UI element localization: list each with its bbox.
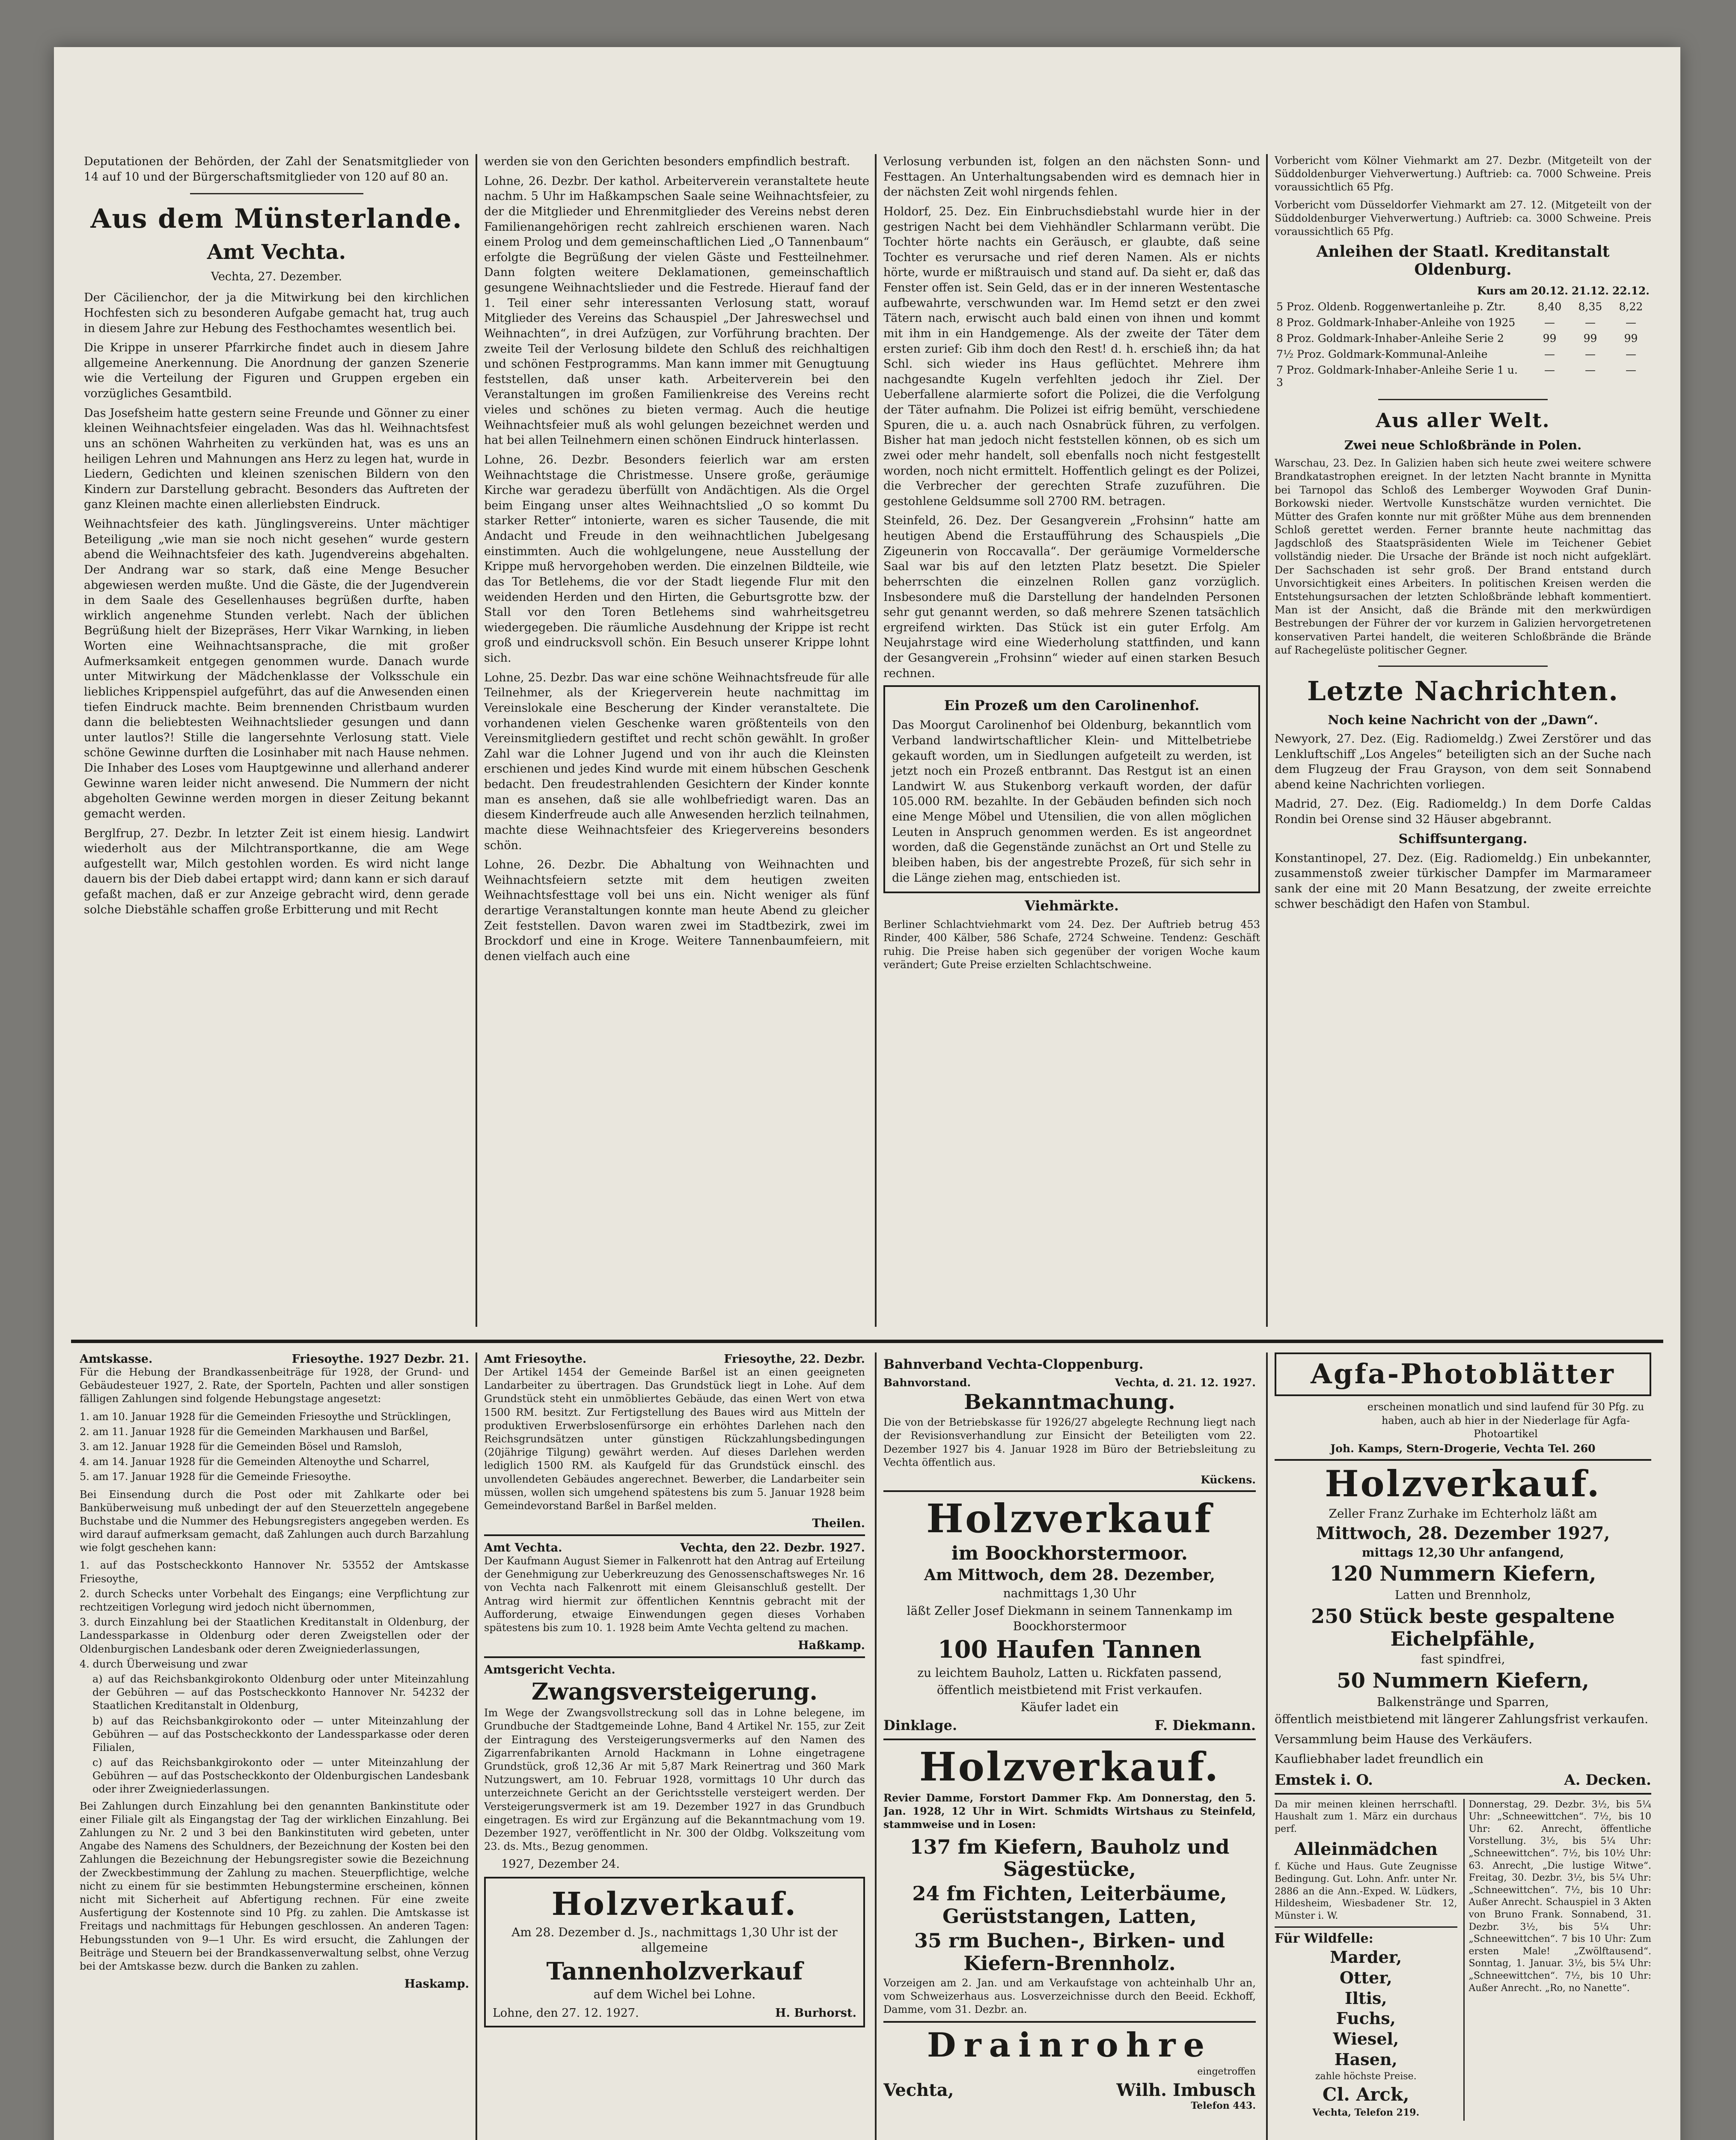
article-juenglingsverein: Weihnachtsfeier des kath. Jünglingsvereins. Unter mächtiger Beteiligung „wie man sie noch nicht gesehen“ wurde gestern abend die Weihnachtsfeier des kath. Jugendvereins abgehalten. Der Andrang war so stark, daß eine Menge Besucher abgewiesen werden mußte. Und die Gäste, die der Jugendverein in dem Saale des Gesellenhauses begrüßen durfte, haben wirklich angenehme Stunden verlebt. Nach der üblichen Begrüßung hielt der Bizepräses, Herr Vikar Warnking, in lieben Worten eine Weihnachtsansprache, die mit großer Aufmerksamkeit entgegen genommen wurde. Danach wurde unter Mitwirkung der Mädchenklasse der Volksschule ein liebliches Krippenspiel aufgeführt, das auf die Anwesenden einen tiefen Eindruck machte. Beim brennenden Christbaum wurden dann die beliebtesten Weihnachtslieder gesungen und dann unter lautlos?! Stille die langersehnte Verlosung statt. Viele schöne Gewinne durften die Losinhaber mit nach Hause nehmen. Die Inhaber des Loses vom Hauptgewinne und allerhand anderer Gewinne waren leider nicht anwesend. Die Nummern der nicht abgeholten Gewinne werden morgen in dieser Zeitung bekannt gemacht werden. [84, 517, 469, 820]
list-item: 24 fm Fichten, Leiterbäume, Gerüststangen, Latten, [912, 1882, 1227, 1928]
ad-header-left: Bahnvorstand. [883, 1376, 971, 1389]
schiffsuntergang-title: Schiffsuntergang. [1398, 831, 1528, 847]
ad-diekmann-place: Dinklage. [883, 1717, 957, 1733]
column-divider [1266, 1352, 1268, 2140]
ad-diekmann-text-4: Käufer ladet ein [1020, 1700, 1119, 1715]
article-continuation: werden sie von den Gerichten besonders empfindlich bestraft. [484, 155, 850, 168]
divider [484, 1534, 865, 1536]
ad-left-stack [1275, 1799, 1457, 2121]
ad-drainrohre-place: Vechta, [883, 2080, 954, 2100]
ad-column-4 [1275, 1352, 1651, 2140]
ad-burhorst-title: Holzverkauf. [551, 1886, 798, 1923]
ad-drainrohre-tel: Telefon 443. [1191, 2100, 1256, 2111]
list-item: Fuchs, [1336, 2009, 1396, 2028]
divider [1275, 1926, 1457, 1928]
ad-agfa-text: erscheinen monatlich und sind laufend für 30 Pfg. zu haben, auch ab hier in der Niederlage für Agfa-Photoartikel [1367, 1401, 1644, 1440]
ad-burhorst-footer [493, 2006, 856, 2020]
ad-zurhake-footer [1275, 1771, 1651, 1789]
kurs-date: 21.12. [1572, 285, 1609, 297]
ad-zurhake-text-4: Kaufliebhaber ladet freundlich ein [1275, 1752, 1483, 1766]
ad-zurhake-text-3: Versammlung beim Hause des Verkäufers. [1275, 1732, 1533, 1746]
viehmarkt-koeln: Vorbericht vom Kölner Viehmarkt am 27. Dezbr. (Mitgeteilt von der Süddoldenburger Viehverwertung.) Auftrieb: ca. 7000 Schweine. Preis voraussichtlich 65 Pfg. [1275, 155, 1651, 193]
column-divider [875, 154, 877, 1327]
column-divider [875, 1352, 877, 2140]
ad-bekanntmachung-title: Bekanntmachung. [964, 1390, 1175, 1414]
carolinenhof-box [883, 685, 1260, 893]
ad-diekmann-line: Am Mittwoch, dem 28. Dezember, [924, 1566, 1215, 1584]
table-cell: — [1626, 348, 1636, 361]
list-item: 3. durch Einzahlung bei der Staatlichen Kreditanstalt in Oldenburg, der Landessparkasse in Oldenburg oder deren Zweigstellen oder der Oldenburgischen Landesbank oder deren Zweigniederlassungen, [80, 1616, 469, 1655]
table-cell: 5 Proz. Oldenb. Roggenwertanleihe p. Ztr. [1276, 300, 1506, 313]
viehmarkt-duesseldorf: Vorbericht vom Düsseldorfer Viehmarkt am 27. 12. (Mitgeteilt von der Süddoldenburger Viehverwertung.) Auftrieb: ca. 3000 Schweine. Preis voraussichtlich 65 Pfg. [1275, 199, 1651, 238]
column-divider [1266, 154, 1268, 1327]
article-krippe: Die Krippe in unserer Pfarrkirche findet auch in diesem Jahre allgemeine Anerkennung. Die Anordnung der ganzen Szenerie wie die Verteilung der Figuren und Gruppen ergeben ein vorzügliches Gesamtbild. [84, 341, 469, 400]
anleihen-table [1275, 283, 1651, 390]
ad-amtsgericht-head: Amtsgericht Vechta. [484, 1663, 615, 1677]
ad-burhorst-box [484, 1877, 865, 2027]
list-item: 5. am 17. Januar 1928 für die Gemeinde Friesoythe. [80, 1471, 351, 1483]
ad-alleinmaedchen-title: Alleinmädchen [1294, 1839, 1438, 1860]
viehmaerkte-text: Berliner Schlachtviehmarkt vom 24. Dez. Der Auftrieb betrug 453 Rinder, 400 Kälber, 586 Schafe, 2724 Schweine. Tendenz: Geschäft ruhig. Die Preise haben sich gegenüber der vorigen Woche kaum verändert; Gute Preise erzielten Schlachtschweine. [883, 918, 1260, 971]
list-item: 1. am 10. Januar 1928 für die Gemeinden Friesoythe und Strücklingen, [80, 1410, 452, 1423]
article-lohne-kriegerverein: Lohne, 25. Dezbr. Das war eine schöne Weihnachtsfreude für alle Teilnehmer, als der Kriegerverein heute nachmittag im Vereinslokale eine Bescherung der Kinder veranstaltete. Die vorhandenen vielen Geschenke waren größtenteils von den Vereinsmitgliedern gestiftet und recht schön gewählt. In großer Zahl war die Lohner Jugend und von ihr auch die Kleinsten erschienen und jedes Kind wurde mit einem hübschen Geschenk bedacht. Den freudestrahlenden Gesichtern der Kinder konnte man es ansehen, daß sie alle wohlbefriedigt waren. Das an diesem Kinderfreude auch alle Anwesenden herzlich teilnahmen, machte diese Weihnachtsfeier des Kriegervereins besonders schön. [484, 671, 869, 852]
ad-agfa-title: Agfa-Photoblätter [1311, 1358, 1615, 1390]
list-item: Otter, [1339, 1968, 1392, 1988]
list-item: 3. am 12. Januar 1928 für die Gemeinden Bösel und Ramsloh, [80, 1440, 402, 1453]
ad-zurhake-sign: A. Decken. [1564, 1771, 1651, 1789]
kurs-date: 22.12. [1612, 285, 1650, 297]
table-cell: — [1544, 316, 1555, 329]
ad-amtskasse-sign: Haskamp. [404, 1977, 469, 1991]
ad-drainrohre-footer [883, 2080, 1256, 2100]
viehmaerkte-title: Viehmärkte. [1025, 898, 1119, 914]
ad-burhorst-text-2: auf dem Wichel bei Lohne. [593, 1987, 756, 2001]
letzte-nachrichten-title: Letzte Nachrichten. [1307, 675, 1619, 707]
list-item: 2. durch Schecks unter Vorbehalt des Eingangs; eine Verpflichtung zur rechtzeitigen Vorlegung wird jedoch nicht übernommen, [80, 1587, 469, 1613]
ad-diekmann-text-2: zu leichtem Bauholz, Latten u. Rickfaten passend, [917, 1665, 1222, 1680]
column-divider [476, 1352, 477, 2140]
article-lohne-christmesse: Lohne, 26. Dezbr. Besonders feierlich war am ersten Weihnachtstage die Christmesse. Unsere große, geräumige Kirche war geradezu überfüllt von Andächtigen. Als die Orgel beim Eingang unser altes Weihnachtslied „O so kommt Du starker Retter“ intonierte, waren es sicher Tausende, die mit Andacht und Freude in den weihnachtlichen Jubelgesang einstimmten. Auch die wohlgelungene, neue Ausstellung der Krippe muß hervorgehoben werden. Die einzelnen Bildteile, wie das Tor Betlehems, die vor der Stadt liegende Flur mit den weidenden Herden und den Hirten, die Geburtsgrotte bzw. der Stall vor den Toren Betlehems sind wahrheitsgetreu wiedergegeben. Die räumliche Ausdehnung der Krippe ist recht groß und eindrucksvoll schön. Ein Besuch unserer Krippe lohnt sich. [484, 453, 869, 665]
column-2 [484, 154, 869, 1335]
ad-header-right: Friesoythe, 22. Dezbr. [724, 1352, 865, 1366]
article-holdorf: Holdorf, 25. Dez. Ein Einbruchsdiebstahl wurde hier in der gestrigen Nacht bei dem Viehhändler Schlarmann verübt. Die Tochter hörte nachts ein Geräusch, er glaubte, daß seine Tochter es verursache und rief deren Namen. Als er nichts hörte, wurde er mißtrauisch und stand auf. Da sieht er, daß das Fenster offen ist. Sein Geld, das er in der inneren Westentasche aufbewahrte, verschwunden war. Im Hemd setzt er den zwei Tätern nach, erwischt auch bald einen von ihnen und kommt mit ihm in ein Handgemenge. Als der zweite der Täter dem ersten zurief: Gib ihm doch den Rest! d. h. erschieß ihn; da hat Schl. sich wieder ins Haus geflüchtet. Mehrere ihm nachgesandte Kugeln verfehlten jedoch ihr Ziel. Der Ueberfallene alarmierte sofort die Polizei, die die Verfolgung der Täter aufnahm. Die Polizei ist eifrig bemüht, verschiedene Spuren, die u. a. auch nach Osnabrück führen, zu verfolgen. Bisher hat man jedoch nicht feststellen können, ob es sich um zwei oder mehr handelt, soll ebenfalls noch nicht festgestellt worden, noch nicht ermittelt. Hoffentlich gelingt es der Polizei, die Verbrecher der gerechten Strafe zuzuführen. Die gestohlene Geldsumme soll 2700 RM. betragen. [883, 205, 1260, 508]
ad-siemer-sign: Haßkamp. [798, 1639, 865, 1653]
ad-zurhake-line: Mittwoch, 28. Dezember 1927, [1316, 1523, 1610, 1543]
ad-column-1 [80, 1352, 469, 2140]
article-lohne-weihnachtsfeiern: Lohne, 26. Dezbr. Die Abhaltung von Weihnachten und Weihnachtsfeiern setzte mit dem heutigen zweiten Weihnachtsfesttage voll bei uns ein. Nicht weniger als fünf derartige Veranstaltungen konnte man heute Abend zu gleicher Zeit feststellen. Davon waren zwei im Stadtbezirk, zwei im Brockdorf und eine in Kroge. Weitere Tannenbaumfeiern, mit denen vielfach auch eine [484, 858, 869, 963]
ad-alleinmaedchen-text: Da mir meinen kleinen herrschaftl. Haushalt zum 1. März ein durchaus perf. [1275, 1799, 1457, 1834]
ad-bahnverband-sub [883, 1376, 1256, 1389]
aus-aller-welt-title: Aus aller Welt. [1376, 409, 1550, 432]
ad-column-2 [484, 1352, 865, 2140]
article-steinfeld: Steinfeld, 26. Dez. Der Gesangverein „Frohsinn“ hatte am heutigen Abend die Erstaufführung des Schauspiels „Die Zigeunerin von Roccavalla“. Der geräumige Vormeldersche Saal war bis auf den letzten Platz besetzt. Die Spieler beherrschten die einzelnen Rollen ganz vorzüglich. Insbesondere muß die Darstellung der handelnden Personen sehr gut genannt werden, so daß mehrere Szenen tatsächlich ergreifend wirkten. Das Stück ist ein guter Erfolg. Am Neujahrstage wird eine Wiederholung stattfinden, und kann der Gesangverein „Frohsinn“ wieder auf einen starken Besuch rechnen. [883, 514, 1260, 680]
table-cell: 8,40 [1537, 300, 1562, 313]
list-item: Iltis, [1344, 1988, 1387, 2008]
ad-wildfelle-title: Für Wildfelle: [1275, 1931, 1373, 1947]
table-cell: 8,35 [1578, 300, 1602, 313]
ad-barssel-text: Der Artikel 1454 der Gemeinde Barßel ist an einen geeigneten Landarbeiter zu übertragen. Das Grundstück liegt in Lohe. Auf dem Grundstück steht ein unmöbliertes Gebäude, das einen Wert von etwa 1500 RM. besitzt. Zur Fertigstellung des Baues wird aus Mitteln der produktiven Erwerbslosenfürsorge ein erhöhtes Darlehen nach den Reichsgrundsätzen unter günstigen Rückzahlungsbedingungen (20jährige Tilgung) gewährt werden. Auf dieses Darlehen werden lediglich 1500 RM. als Kaufgeld für das Grundstück einschl. des unvollendeten Gebäudes angerechnet. Bewerber, die Landarbeiter sein müssen, wollen sich umgehend spätestens bis zum 5. Januar 1928 beim Gemeindevorstand Barßel in Barßel melden. [484, 1366, 865, 1512]
carolinenhof-title: Ein Prozeß um den Carolinenhof. [944, 697, 1200, 714]
dateline: Vechta, 27. Dezember. [211, 270, 342, 284]
ad-bottom-row [1275, 1799, 1651, 2121]
schiffsuntergang-text: Konstantinopel, 27. Dez. (Eig. Radiomeldg.) Ein unbekannter, zusammenstoß zweier türkischer Dampfer im Marmarameer sank der eine mit 20 Mann Besatzung, der zweite erreichte schwer beschädigt den Hafen von Stambul. [1275, 851, 1651, 911]
table-cell: — [1544, 348, 1555, 361]
table-cell: — [1544, 364, 1555, 377]
ad-zurhake-text: Zeller Franz Zurhake im Echterholz läßt am [1329, 1507, 1597, 1521]
newspaper-page [54, 47, 1680, 2140]
ad-agfa-box [1275, 1352, 1651, 1396]
list-item: 250 Stück beste gespaltene Eichelpfähle, [1311, 1604, 1615, 1650]
ad-zurhake-title: Holzverkauf. [1325, 1462, 1601, 1505]
amt-title: Amt Vechta. [207, 240, 346, 265]
list-item: 4. durch Überweisung und zwar [80, 1658, 248, 1670]
list-item: Marder, [1330, 1947, 1402, 1967]
ad-zurhake-sub: Balkenstränge und Sparren, [1377, 1695, 1549, 1709]
table-row [1275, 330, 1651, 346]
ad-theater-stack [1463, 1799, 1652, 2121]
ad-zurhake-place: Emstek i. O. [1275, 1771, 1373, 1789]
column-4 [1275, 154, 1651, 1335]
ad-drainrohre-title: Drainrohre [927, 2025, 1213, 2065]
ad-drainrohre-sub: eingetroffen [1197, 2066, 1256, 2078]
ad-damme-title: Holzverkauf. [919, 1743, 1220, 1790]
ad-zurhake-text-2: öffentlich meistbietend mit längerer Zahlungsfrist verkaufen. [1275, 1712, 1649, 1727]
article-continuation: Verlosung verbunden ist, folgen an den nächsten Sonn- und Festtagen. An Unterhaltungsabenden wird es demnach hier in der nächsten Zeit wohl nirgends fehlen. [883, 155, 1260, 199]
ad-zwangsversteigerung-title: Zwangsversteigerung. [531, 1678, 818, 1706]
list-item: 35 rm Buchen-, Birken- und Kiefern-Brennholz. [914, 1929, 1225, 1975]
ad-header-left: Amtskasse. [80, 1352, 153, 1366]
table-cell: 99 [1583, 332, 1597, 345]
list-item: a) auf das Reichsbankgirokonto Oldenburg oder unter Miteinzahlung der Gebühren — auf das Postscheckkonto Hannover Nr. 54232 der Staatlichen Kreditanstalt in Oldenburg, [92, 1673, 469, 1712]
table-cell: 7 Proz. Goldmark-Inhaber-Anleihe Serie 1 u. 3 [1276, 364, 1518, 389]
table-cell: 7½ Proz. Goldmark-Kommunal-Anleihe [1276, 348, 1488, 361]
list-item: c) auf das Reichsbankgirokonto oder — unter Miteinzahlung der Gebühren — auf das Postscheckkonto der Oldenburgischen Landesbank oder ihrer Zweigniederlassungen. [92, 1757, 469, 1795]
ad-header-left: Amt Vechta. [484, 1541, 562, 1555]
dawn-text: Newyork, 27. Dez. (Eig. Radiomeldg.) Zwei Zerstörer und das Lenkluftschiff „Los Angeles“ beteiligten sich an der Suche nach dem Flugzeug der Frau Grayson, von dem seit Sonnabend abend keine Nachrichten vorliegen. [1275, 732, 1651, 791]
ad-diekmann-title: Holzverkauf [926, 1495, 1213, 1542]
ad-header-right: Friesoythe. 1927 Dezbr. 21. [291, 1352, 469, 1366]
ad-amtskasse-text-3: Bei Zahlungen durch Einzahlung bei den genannten Bankinstitute oder einer Filiale gilt als Eingangstag der Tag der wirklichen Einzahlung. Bei Zahlungen zu Nr. 2 und 3 bei den Bankinstituten wird gebeten, unter Angabe des Namens des Schuldners, der Bezeichnung der Kosten bei den Zahlungen die Bezeichnung der Hebungsregister sowie die Bezeichnung der Zweckbestimmung der Zahlung zu machen. Steuerpflichtige, welche nicht zu einem für sie bestimmten Hebungstermine erscheinen, können nicht mit Sicherheit auf Abfertigung rechnen. Für eine zweite Ausfertigung der Kostennote sind 10 Pfg. zu zahlen. Die Amtskasse ist Freitags und nachmittags für Hebungen geschlossen. An anderen Tagen: Hebungsstunden von 9—1 Uhr. Es wird ersucht, die Zahlungen der Beiträge und Steuern bei der Brandkassenverwaltung selbst, ohne Verzug bei der Amtskasse bezw. durch die Banken zu zahlen. [80, 1800, 469, 1972]
ad-siemer-header [484, 1541, 865, 1554]
anleihen-title: Anleihen der Staatl. Kreditanstalt Oldenburg. [1316, 243, 1610, 279]
ad-diekmann-text-3: öffentlich meistbietend mit Frist verkaufen. [936, 1683, 1203, 1697]
table-cell: 8,22 [1619, 300, 1643, 313]
list-item: b) auf das Reichsbankgirokonto oder — unter Miteinzahlung der Gebühren — auf das Postscheckkonto der Landessparkasse oder deren Filialen, [92, 1715, 469, 1754]
ad-diekmann-sub: im Boockhorstermoor. [951, 1543, 1188, 1565]
divider [1378, 666, 1548, 667]
kurs-label: Kurs am [1477, 285, 1528, 297]
ad-diekmann-text: läßt Zeller Josef Diekmann in seinem Tannenkamp im Boockhorstermoor [907, 1603, 1233, 1633]
list-item: 4. am 14. Januar 1928 für die Gemeinden Altenoythe und Scharrel, [80, 1456, 430, 1468]
table-row [1275, 346, 1651, 362]
ad-header-right: Vechta, den 22. Dezbr. 1927. [680, 1541, 865, 1555]
divider [484, 1656, 865, 1658]
list-item: 1. auf das Postscheckkonto Hannover Nr. 53552 der Amtskasse Friesoythe, [80, 1559, 469, 1585]
table-cell: 8 Proz. Goldmark-Inhaber-Anleihe von 1925 [1276, 316, 1516, 329]
divider [883, 2021, 1256, 2023]
ad-drainrohre-firm: Wilh. Imbusch [1116, 2080, 1256, 2100]
ad-alleinmaedchen-text-2: f. Küche und Haus. Gute Zeugnisse Bedingung. Gut. Lohn. Anfr. unter Nr. 2886 an die Ann.-Exped. W. Lüdkers, Hildesheim, Wiesbadener Str. 12, Münster i. W. [1275, 1861, 1457, 1921]
column-1 [84, 154, 469, 1335]
column-3 [883, 154, 1260, 1335]
article-lohne-arbeiterverein: Lohne, 26. Dezbr. Der kathol. Arbeiterverein veranstaltete heute nachm. 5 Uhr im Haßkampschen Saale seine Weihnachtsfeier, zu der die Mitglieder und Ehrenmitglieder des Vereins nebst deren Familienangehörigen recht zahlreich erschienen waren. Nach einem Prolog und dem gemeinschaftlichen Lied „O Tannenbaum“ erfolgte die Begrüßung der vielen Gäste und Festteilnehmer. Dann folgten weitere Deklamationen, gemeinschaftlich gesungene Weihnachtslieder und die Festrede. Hierauf fand der 1. Teil einer sehr interessanten Verlosung statt, worauf Mitglieder des Vereins das Schauspiel „Der Jahreswechsel und Weihnachten“, in drei Aufzügen, zur Vorführung brachten. Der zweite Teil der Verlosung bildete den Schluß des reichhaltigen und schönen Festprogramms. Man kann immer mit Genugtuung feststellen, daß unser kath. Arbeiterverein bei den Veranstaltungen im großen Familienkreise des Vereins recht vieles und schönes zu bieten vermag. Auch die heutige Weihnachtsfeier muß als wohl gelungen bezeichnet werden und hat bei allen Teilnehmern einen schönen Eindruck hinterlassen. [484, 174, 869, 447]
article-josefsheim: Das Josefsheim hatte gestern seine Freunde und Gönner zu einer kleinen Weihnachtsfeier eingeladen. Was das hl. Weihnachtsfest uns an schönen Wahrheiten zu verkünden hat, was es uns an heiligen Lehren und Mahnungen ans Herz zu legen hat, wurde in Liedern, Gedichten und kleinen szenischen Bildern von den Kindern zur Darstellung gebracht. Besonders das Auftreten der ganz Kleinen machte einen allerliebsten Eindruck. [84, 406, 469, 511]
ad-diekmann-time: nachmittags 1,30 Uhr [1003, 1586, 1136, 1601]
section-title: Aus dem Münsterlande. [90, 203, 463, 235]
column-divider [476, 154, 477, 1327]
divider [190, 193, 363, 194]
ad-amtskasse-text: Für die Hebung der Brandkassenbeiträge für 1928, der Grund- und Gebäudesteuer 1927, 2. Rate, der Sporteln, Pachten und aller sonstigen fälligen Zahlungen sind folgende Hebungstage angesetzt: [80, 1366, 469, 1405]
article-bergfrup: Berglfrup, 27. Dezbr. In letzter Zeit ist einem hiesig. Landwirt wiederholt aus der Milchtransportkanne, die am Wege aufgestellt war, Milch gestohlen worden. Es wird nicht lange dauern bis der Dieb dabei ertappt wird; dann kann er sich darauf gefaßt machen, daß er zur Anzeige gebracht wird, denn gerade solche Diebstähle schaffen große Erbitterung und mit Recht [84, 826, 469, 916]
ad-diekmann-big: 100 Haufen Tannen [937, 1635, 1202, 1664]
article-caecilienchor: Der Cäcilienchor, der ja die Mitwirkung bei den kirchlichen Hochfesten sich zu besonderen Aufgabe gemacht hat, trug auch in diesem Jahre zur Hebung des Festhochamtes wesentlich bei. [84, 291, 469, 335]
ad-zurhake-sub: fast spindfrei, [1421, 1652, 1505, 1667]
ad-theater-text: Donnerstag, 29. Dezbr. 3½, bis 5¼ Uhr: „Schneewittchen“. 7½, bis 10 Uhr: 62. Anrecht, öffentliche Vorstellung. 3½, bis 5¼ Uhr: „Schneewittchen“. 7½, bis 10½ Uhr: 63. Anrecht, „Die lustige Witwe“. Freitag, 30. Dezbr. 3½, bis 5¼ Uhr: „Schneewittchen“. 7½, bis 10 Uhr: Außer Anrecht. Schauspiel in 3 Akten von Bruno Frank. Sonnabend, 31. Dezbr. 3½, bis 5¼ Uhr: „Schneewittchen“. 7 bis 10 Uhr: Zum ersten Male! „Zwölftausend“. Sonntag, 1. Januar. 3½, bis 5¼ Uhr: „Schneewittchen“. 7½, bis 10 Uhr: Außer Anrecht. „Ro, no Nanette“. [1468, 1799, 1651, 1994]
table-header-row [1275, 283, 1651, 299]
ad-zurhake-time: mittags 12,30 Uhr anfangend, [1361, 1545, 1564, 1560]
table-cell: — [1585, 316, 1596, 329]
ad-diekmann-footer [883, 1717, 1256, 1733]
table-row [1275, 315, 1651, 330]
table-row [1275, 362, 1651, 390]
ad-burhorst-sign: H. Burhorst. [775, 2006, 856, 2020]
ad-header-right: Vechta, d. 21. 12. 1927. [1115, 1376, 1256, 1389]
divider [883, 1739, 1256, 1740]
table-cell: — [1626, 316, 1636, 329]
ad-bekanntmachung-sign: Kückens. [1201, 1473, 1256, 1486]
table-cell: 99 [1543, 332, 1557, 345]
list-item: 137 fm Kiefern, Bauholz und Sägestücke, [910, 1835, 1230, 1881]
ad-barssel-sign: Theilen. [812, 1517, 865, 1531]
carolinenhof-text: Das Moorgut Carolinenhof bei Oldenburg, bekanntlich vom Verband landwirtschaftlicher Klein- und Mittelbetriebe gekauft worden, um in Siedlungen aufgeteilt zu werden, ist jetzt noch ein Prozeß entbrannt. Das Restgut ist an einen Landwirt W. aus Stukenborg verkauft worden, der dafür 105.000 RM. bezahlte. In der Gebäuden befinden sich noch eine Menge Möbel und Utensilien, die von allen möglichen Leuten in Anspruch genommen werden. Es ist angeordnet worden, daß die Gegenstände zunächst an Ort und Stelle zu bleiben haben, bis der angestrebte Prozeß, für sich sehr in die Länge ziehen mag, entschieden ist. [892, 719, 1251, 885]
list-item: Hasen, [1334, 2049, 1397, 2069]
schlossbraende-title: Zwei neue Schloßbrände in Polen. [1344, 438, 1582, 453]
ad-amtskasse-header [80, 1352, 469, 1366]
ad-burhorst-date: Lohne, den 27. 12. 1927. [493, 2006, 639, 2020]
ad-bekanntmachung-text: Die von der Betriebskasse für 1926/27 abgelegte Rechnung liegt nach der Revisionsverhandlung zur Einsicht der Beteiligten vom 22. Dezember 1927 bis 4. Januar 1928 im Büro der Betriebsleitung zu Vechta öffentlich aus. [883, 1416, 1256, 1468]
ad-damme-text-2: Vorzeigen am 2. Jan. und am Verkaufstage von achteinhalb Uhr an, vom Schweizerhaus aus. Losverzeichnisse durch den Beeid. Eckhoff, Damme, vom 31. Dezbr. an. [883, 1977, 1256, 2016]
ad-damme-text: Revier Damme, Forstort Dammer Fkp. Am Donnerstag, den 5. Jan. 1928, 12 Uhr in Wirt. Schmidts Wirtshaus zu Steinfeld, stammweise und in Losen: [883, 1792, 1256, 1831]
ad-bahnverband-head: Bahnverband Vechta-Cloppenburg. [883, 1357, 1144, 1372]
ad-zurhake-sub: Latten und Brennholz, [1394, 1588, 1531, 1602]
table-row [1275, 299, 1651, 315]
ad-burhorst-big: Tannenholzverkauf [546, 1957, 803, 1985]
ad-siemer-text: Der Kaufmann August Siemer in Falkenrott hat den Antrag auf Erteilung der Genehmigung zur Ueberkreuzung des Genossenschaftsweges Nr. 16 von Vechta nach Falkenrott mit einem Gleisanschluß gestellt. Der Antrag wird hiermit zur öffentlichen Kenntnis gebracht mit der Aufforderung, etwaige Einwendungen gegen dieses Vorhaben spätestens bis zum 10. 1. 1928 beim Amte Vechta geltend zu machen. [484, 1555, 865, 1634]
ad-burhorst-text: Am 28. Dezember d. Js., nachmittags 1,30 Uhr ist der allgemeine [511, 1925, 838, 1955]
ad-barssel-header [484, 1352, 865, 1366]
list-item: 120 Nummern Kiefern, [1329, 1562, 1596, 1586]
divider [1378, 399, 1548, 400]
ad-wildfelle-text: zahle höchste Preise. [1315, 2071, 1417, 2082]
list-item: Wiesel, [1333, 2029, 1399, 2049]
ad-column-3 [883, 1352, 1256, 2140]
table-cell: — [1626, 364, 1636, 377]
ad-wildfelle-tel: Vechta, Telefon 219. [1312, 2107, 1420, 2119]
divider [1275, 1793, 1651, 1795]
table-cell: — [1585, 348, 1596, 361]
ad-agfa-firm: Joh. Kamps, Stern-Drogerie, Vechta Tel. 260 [1330, 1442, 1596, 1455]
table-cell: 8 Proz. Goldmark-Inhaber-Anleihe Serie 2 [1276, 332, 1504, 345]
madrid-text: Madrid, 27. Dez. (Eig. Radiomeldg.) In dem Dorfe Caldas Rondin bei Orense sind 32 Häuser abgebrannt. [1275, 797, 1651, 826]
ad-header-left: Amt Friesoythe. [484, 1352, 587, 1366]
intro-text: Deputationen der Behörden, der Zahl der Senatsmitglieder von 14 auf 10 und der Bürgerschaftsmitglieder von 120 auf 80 an. [84, 155, 469, 184]
ad-amtskasse-text-2: Bei Einsendung durch die Post oder mit Zahlkarte oder bei Banküberweisung muß unbedingt der auf den Steuerzetteln angegebene Buchstabe und die Nummer des Hebungsregisters angegeben werden. Es wird darauf aufmerksam gemacht, daß Zahlungen auch durch Barzahlung wie folgt geschehen kann: [80, 1488, 469, 1554]
list-item: 50 Nummern Kiefern, [1337, 1668, 1589, 1693]
list-item: 2. am 11. Januar 1928 für die Gemeinden Markhausen und Barßel, [80, 1425, 429, 1438]
table-cell: — [1585, 364, 1596, 377]
schlossbraende-text: Warschau, 23. Dez. In Galizien haben sich heute zwei weitere schwere Brandkatastrophen ereignet. In der letzten Nacht brannte in Mynitta bei Tarnopol das Schloß des Lemberger Woywoden Graf Dunin-Borkowski nieder. Wertvolle Kunstschätze wurden vernichtet. Die Mütter des Grafen konnte nur mit größter Mühe aus dem brennenden Schloß gerettet werden. Ferner brannte heute nachmittag das Jagdschloß des Staatspräsidenten Wiele im Teichener Gebiet vollständig nieder. Die Ursache der Brände ist noch nicht aufgeklärt. Der Sachschaden ist sehr groß. Der Brand entstand durch Unvorsichtigkeit eines Arbeiters. In politischen Kreisen werden die Entstehungsursachen der letzten Schloßbrände lebhaft kommentiert. Man ist der Ansicht, daß die Brände mit den merkwürdigen Bestrebungen der Führer der vor kurzem in Galizien hervorgetretenen konservativen Partei handelt, die weiteren Schloßbrände die Brände auf Rachegelüste politischer Gegner. [1275, 457, 1651, 656]
ad-wildfelle-name: Cl. Arck, [1322, 2084, 1409, 2105]
dawn-title: Noch keine Nachricht von der „Dawn“. [1328, 712, 1598, 727]
table-cell: 99 [1624, 332, 1638, 345]
divider [1275, 1459, 1651, 1461]
ad-zwangsversteigerung-date: 1927, Dezember 24. [501, 1858, 620, 1871]
ad-diekmann-sign: F. Diekmann. [1154, 1717, 1256, 1733]
kurs-date: 20.12. [1531, 285, 1568, 297]
ad-zwangsversteigerung-text: Im Wege der Zwangsvollstreckung soll das in Lohne belegene, im Grundbuche der Stadtgemeinde Lohne, Band 4 Artikel Nr. 155, zur Zeit der Eintragung des Versteigerungsvermerks auf den Namen des Zigarrenfabrikanten Arnold Hackmann in Lohne eingetragene Grundstück, groß 12,36 Ar mit 5,87 Mark Reinertrag und 360 Mark Nutzungswert, am 10. Februar 1928, vormittags 10 Uhr durch das unterzeichnete Gericht an der Gerichtsstelle versteigert werden. Der Versteigerungsvermerk ist am 19. Dezember 1927 in das Grundbuch eingetragen. Es wird zur Ergänzung auf die Bekanntmachung vom 19. Dezember 1927, veröffentlicht in Nr. 300 der Oldbg. Volkszeitung vom 23. ds. Mts., Bezug genommen. [484, 1707, 865, 1853]
divider [883, 1490, 1256, 1492]
ads-separator [71, 1340, 1663, 1343]
